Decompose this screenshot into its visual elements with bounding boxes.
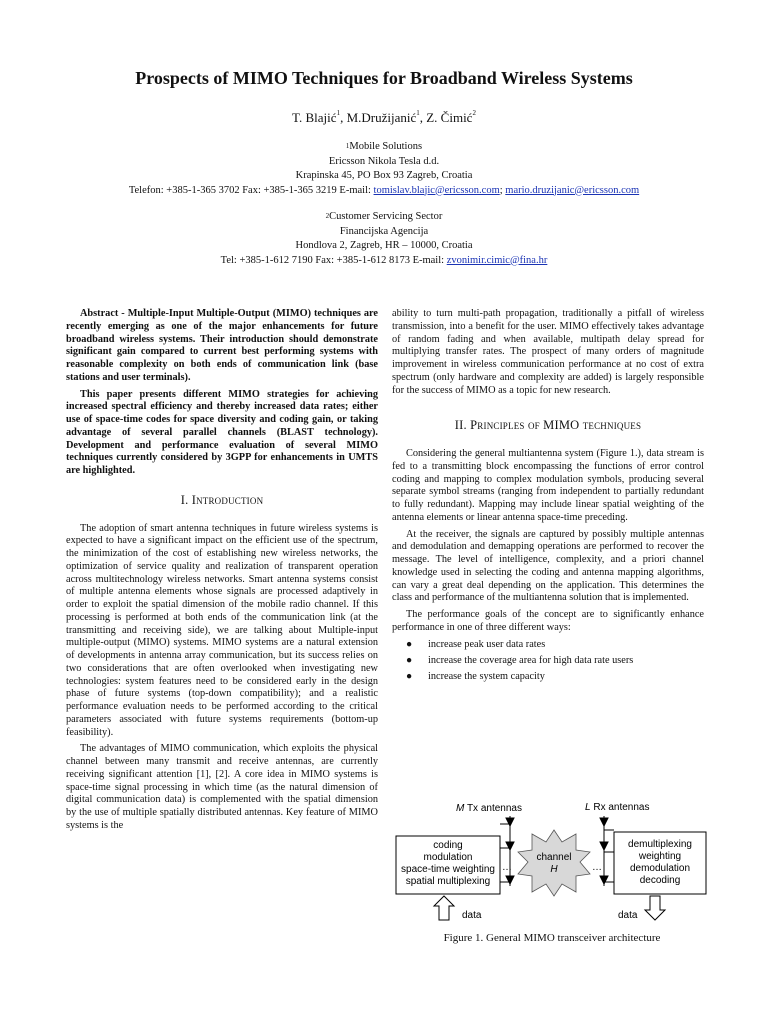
data-in-label: data (462, 910, 482, 921)
channel-burst-icon (518, 830, 590, 896)
email-link[interactable]: zvonimir.cimic@fina.hr (446, 254, 548, 266)
list-item (392, 671, 704, 684)
data-in-arrow-icon (434, 896, 454, 920)
section-heading-introduction: I. Introduction (180, 492, 264, 507)
abstract (66, 308, 378, 478)
affil-org: Mobile Solutions (349, 141, 423, 152)
paper-title: Prospects of MIMO Techniques for Broadband Wireless Systems (135, 68, 633, 88)
abstract-paragraph: Abstract - Multiple-Input Multiple-Output (MIMO) techniques are recently emerging as one of the major enhancements for future broadband wireless systems. Their introduction should demonstrate significant gain compared to current best performing systems with reasonable complexity on both ends of communication link (base stations and user terminals). (66, 308, 378, 383)
author-separator: , (340, 110, 347, 125)
body-paragraph: The adoption of smart antenna techniques in future wireless systems is expected to have a significant impact on the efficient use of the spectrum, the minimization of the cost of establishing new wireless networks, the optimization of service quality and realization of transparent operation across multitechnology wireless networks. Smart antenna systems consist of multiple antenna elements whose signals are processed adaptively in order to exploit the spatial dimension of the mobile radio channel. If this processing is performed at both ends of the communication link (at the transmitting and receiving side), we are talking about Multiple-input multiple-output (MIMO) systems. MIMO systems are a natural extension of developments in antenna array communication, but its success relies on two considerations that are often overlooked when investigating new technologies: system features need to be considered early in the design phase of future systems (top-down compatibility); and a realistic performance evaluation needs to be performed according to the critical parameters associated with future systems requirements (bottom-up feasibility). (66, 522, 378, 738)
email-link[interactable]: mario.druzijanic@ericsson.com (505, 184, 640, 196)
affil-company: Ericsson Nikola Tesla d.d. (328, 155, 440, 167)
tx-function-label: coding (433, 840, 463, 851)
affil-mark: 2 (325, 212, 330, 220)
author-list (40, 110, 728, 126)
affil-contact: Telefon: +385-1-365 3702 Fax: +385-1-365 3219 E-mail: (128, 184, 374, 196)
channel-label: channel (536, 852, 572, 863)
affil-contact: Tel: +385-1-612 7190 Fax: +385-1-612 8173 E-mail: (220, 254, 447, 266)
tx-function-label: space-time weighting (401, 864, 495, 875)
bullet-icon: ● (406, 654, 413, 666)
author-affil-mark: 1 (336, 109, 341, 117)
figure-caption: Figure 1. General MIMO transceiver architecture (443, 932, 661, 944)
data-out-label: data (618, 910, 638, 921)
author-affil-mark: 2 (472, 109, 476, 117)
rx-function-label: demodulation (629, 863, 691, 874)
author-name: T. Blajić (292, 110, 337, 125)
tx-antenna-icon (500, 816, 514, 886)
email-separator: ; (499, 184, 506, 196)
affil-company: Financijska Agencija (339, 225, 429, 237)
body-paragraph: ability to turn multi-path propagation, traditionally a pitfall of wireless transmission, into a benefit for the user. MIMO effectively takes advantage of random fading and when available, multipath delay spread for multiplying transfer rates. The prospect of many orders of magnitude improvement in wireless communication performance at no cost of extra spectrum (only hardware and complexity are added) is largely responsible for the success of MIMO as a topic for new research. (392, 308, 704, 396)
author-affil-mark: 1 (416, 109, 420, 117)
list-item-text: increase peak user data rates (428, 638, 546, 650)
section-heading-principles: II. Principles of MIMO techniques (454, 418, 642, 433)
list-item-text: increase the system capacity (428, 671, 545, 682)
abstract-paragraph: This paper presents different MIMO strategies for achieving increased spectral efficiency and thereby increased data rates; either use of space-time codes for space diversity and coding gain, or taking advantage of several parallel channels (BLAST technology). Development and performance evaluation of several MIMO techniques currently considered by 3GPP for enhancements in UMTS are highlighted. (66, 388, 378, 476)
affil-address: Hondlova 2, Zagreb, HR – 10000, Croatia (295, 240, 473, 251)
author-name: M.Družijanić (346, 110, 417, 125)
tx-function-label: spatial multiplexing (405, 876, 491, 887)
email-link[interactable]: tomislav.blajic@ericsson.com (373, 184, 500, 196)
rx-function-label: demultiplexing (628, 839, 692, 850)
rx-function-label: weighting (638, 851, 682, 862)
affil-mark: 1 (345, 142, 350, 150)
affil-org: Customer Servicing Sector (329, 211, 443, 222)
rx-antenna-icon (600, 816, 614, 886)
right-column (392, 308, 704, 688)
rx-ellipsis: … (592, 862, 602, 873)
body-paragraph: Considering the general multiantenna system (Figure 1.), data stream is fed to a transmitting block encompassing the functions of error control coding and mapping to complex modulation symbols, producing several separate symbol streams (ranging from independent to partially redundant to fully redundant). Mapping may include linear spatial weighting of the antenna elements or linear antenna space-time preceding. (392, 448, 704, 523)
mimo-diagram (392, 796, 712, 932)
bullet-icon: ● (406, 671, 413, 682)
figure-mimo-architecture (392, 796, 712, 946)
author-name: Z. Čimić (426, 110, 473, 125)
tx-function-label: modulation (423, 852, 473, 863)
rx-function-label: decoding (639, 875, 681, 886)
body-paragraph: At the receiver, the signals are captured by possibly multiple antennas and demodulation and demapping operations are performed to recover the message. The level of intelligence, complexity, and a priori channel knowledge used in selecting the coding and antenna mapping algorithms, can vary a great deal depending on the application. This determines the class and performance of the multiantenna solution that is implemented. (392, 528, 704, 604)
body-paragraph: The advantages of MIMO communication, which exploits the physical channel between many transmit and receive antennas, are currently receiving significant attention [1], [2]. A core idea in MIMO systems is space-time signal processing in which time (as the natural dimension of digital communication data) is complemented with the spatial dimension by the use of multiple spatially distributed antennas. Key feature of MIMO systems is the (66, 743, 378, 831)
tx-ellipsis: … (502, 862, 512, 873)
rx-antennas-label: L Rx antennas (585, 802, 650, 813)
body-paragraph: The performance goals of the concept are to significantly enhance performance in one of three different ways: (392, 609, 704, 633)
goals-list (392, 639, 704, 684)
data-out-arrow-icon (645, 896, 665, 920)
affiliation-1 (40, 140, 728, 198)
list-item (392, 655, 704, 668)
channel-symbol: H (550, 864, 558, 875)
list-item-text: increase the coverage area for high data rate users (428, 654, 634, 666)
left-column (66, 308, 378, 837)
list-item (392, 639, 704, 652)
affiliation-2 (40, 210, 728, 268)
tx-antennas-label: M Tx antennas (456, 803, 522, 814)
author-separator: , (419, 110, 427, 125)
affil-address: Krapinska 45, PO Box 93 Zagreb, Croatia (295, 170, 473, 181)
bullet-icon: ● (406, 638, 413, 650)
